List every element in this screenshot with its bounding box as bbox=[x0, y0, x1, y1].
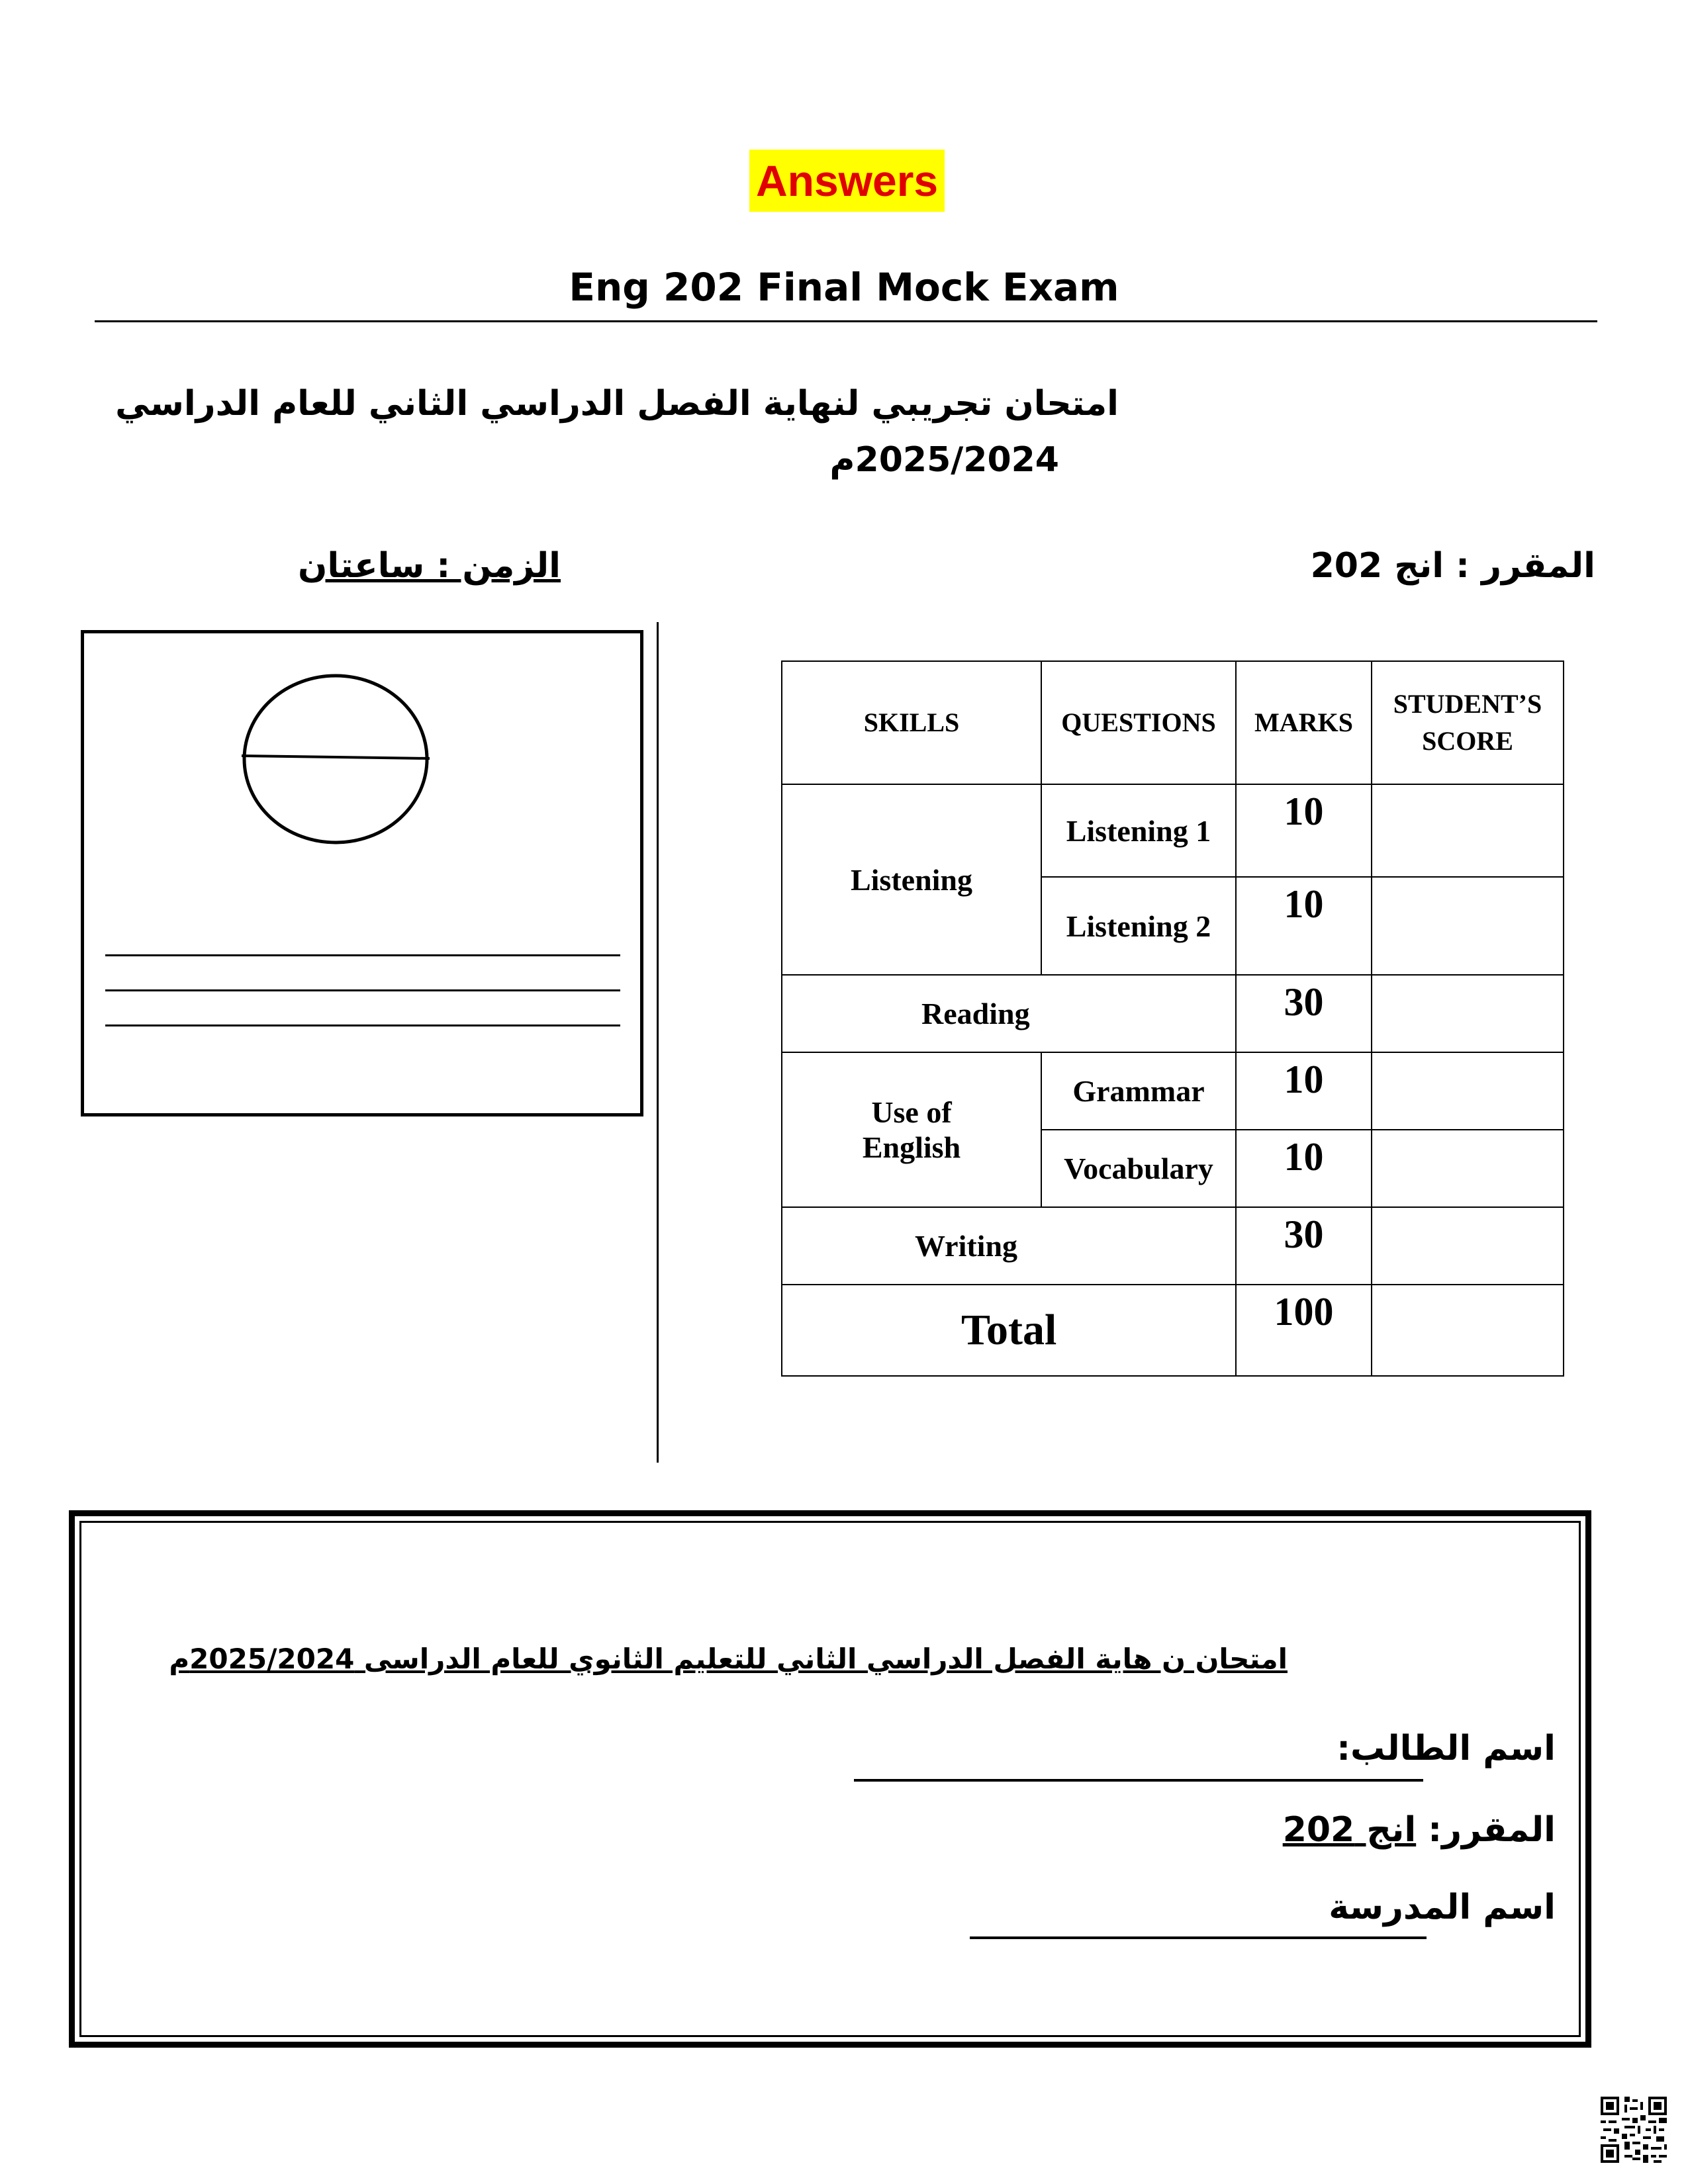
answers-label: Answers bbox=[749, 150, 945, 212]
time-label: الزمن : ساعتان bbox=[298, 546, 561, 586]
header-questions: QUESTIONS bbox=[1041, 661, 1236, 784]
score-cell[interactable] bbox=[1372, 1285, 1564, 1376]
logo-line bbox=[105, 954, 620, 956]
marks-writing: 30 bbox=[1236, 1207, 1372, 1285]
course-field-label: المقرر: bbox=[1428, 1810, 1556, 1850]
student-name-label: اسم الطالب: bbox=[1336, 1729, 1556, 1768]
score-table bbox=[781, 660, 1564, 1377]
header-marks: MARKS bbox=[1236, 661, 1372, 784]
course-label: المقرر : انج 202 bbox=[1310, 546, 1595, 586]
score-cell[interactable] bbox=[1372, 1130, 1564, 1207]
header-score-line2: SCORE bbox=[1422, 726, 1513, 756]
question-vocabulary: Vocabulary bbox=[1041, 1130, 1236, 1207]
question-listening-2: Listening 2 bbox=[1041, 877, 1236, 975]
arabic-exam-title: امتحان تجريبي لنهاية الفصل الدراسي الثاني للعام الدراسي bbox=[115, 384, 1119, 424]
score-cell[interactable] bbox=[1372, 1207, 1564, 1285]
skill-use-of-english-line1: Use of bbox=[871, 1095, 952, 1129]
header-skills: SKILLS bbox=[782, 661, 1041, 784]
score-cell[interactable] bbox=[1372, 1052, 1564, 1130]
exam-title: Eng 202 Final Mock Exam bbox=[569, 265, 1119, 310]
skill-writing: Writing bbox=[782, 1207, 1236, 1285]
course-field-value: انج 202 bbox=[1282, 1810, 1417, 1850]
header-student-score bbox=[1372, 661, 1564, 784]
logo-line bbox=[105, 1024, 620, 1026]
marks-vocabulary: 10 bbox=[1236, 1130, 1372, 1207]
skill-use-of-english bbox=[782, 1052, 1041, 1207]
course-field bbox=[1283, 1810, 1556, 1850]
title-divider bbox=[95, 320, 1597, 322]
vertical-divider bbox=[657, 622, 659, 1463]
marks-reading: 30 bbox=[1236, 975, 1372, 1052]
marks-total: 100 bbox=[1236, 1285, 1372, 1376]
marks-grammar: 10 bbox=[1236, 1052, 1372, 1130]
skill-reading: Reading bbox=[782, 975, 1236, 1052]
score-cell[interactable] bbox=[1372, 877, 1564, 975]
student-name-line[interactable] bbox=[854, 1779, 1423, 1782]
arabic-exam-year: 2025/2024م bbox=[829, 440, 1059, 480]
header-score-line1: STUDENT’S bbox=[1393, 689, 1542, 719]
school-name-label: اسم المدرسة bbox=[1329, 1888, 1556, 1927]
school-name-line[interactable] bbox=[970, 1936, 1427, 1939]
logo-placeholder-box bbox=[81, 630, 643, 1116]
student-box-exam-heading: امتحان ن هاية الفصل الدراسي الثاني للتعليم الثانوي للعام الدراسى 2025/2024م bbox=[169, 1643, 1288, 1675]
skill-listening: Listening bbox=[782, 784, 1041, 975]
question-listening-1: Listening 1 bbox=[1041, 784, 1236, 877]
seal-circle-icon bbox=[236, 666, 435, 852]
logo-line bbox=[105, 989, 620, 991]
qr-code-icon bbox=[1601, 2097, 1667, 2163]
marks-listening-2: 10 bbox=[1236, 877, 1372, 975]
score-cell[interactable] bbox=[1372, 784, 1564, 877]
marks-listening-1: 10 bbox=[1236, 784, 1372, 877]
question-grammar: Grammar bbox=[1041, 1052, 1236, 1130]
total-label: Total bbox=[782, 1285, 1236, 1376]
skill-use-of-english-line2: English bbox=[862, 1130, 961, 1164]
score-cell[interactable] bbox=[1372, 975, 1564, 1052]
